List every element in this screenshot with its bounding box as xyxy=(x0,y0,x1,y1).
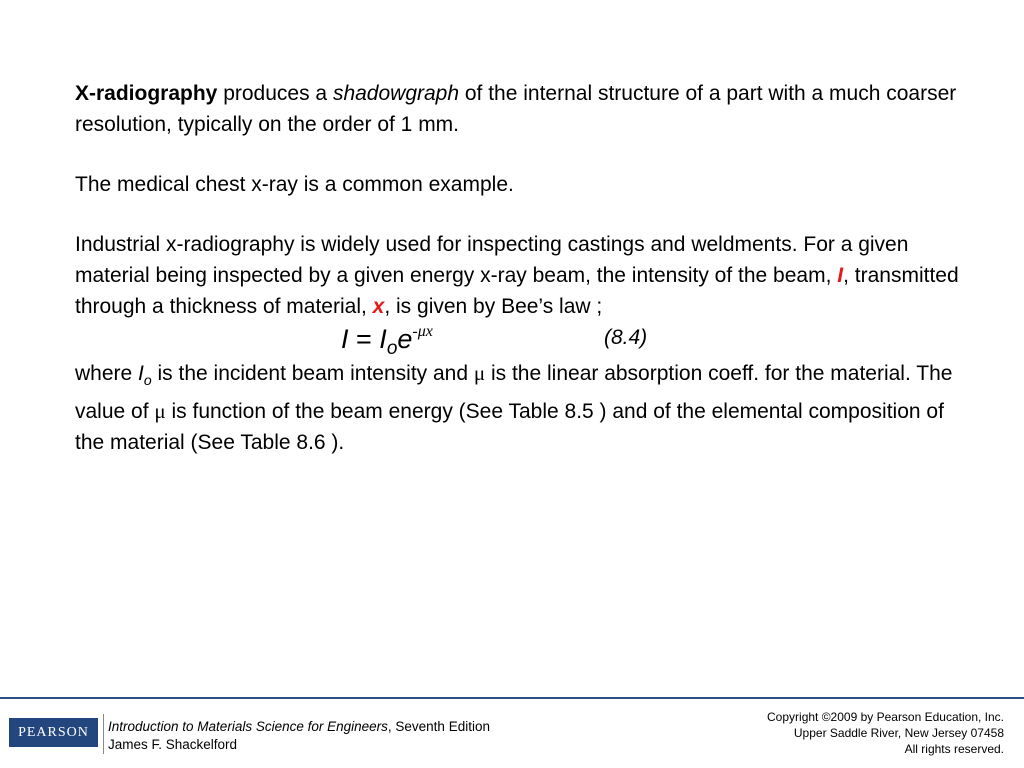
p4-text-d: is function of the beam energy (See Table 8.5 ) and of the elemental composition of the material (See Table 8.6 ). xyxy=(75,400,944,454)
eq-exponent: -μx xyxy=(412,323,433,340)
variable-intensity: I xyxy=(837,264,844,287)
p3-text-b: , transmitted through a thickness of material, xyxy=(75,264,959,318)
symbol-mu: μ xyxy=(473,361,486,385)
slide-body xyxy=(75,78,975,458)
eq-equals: = xyxy=(348,324,380,354)
p3-text-a: Industrial x-radiography is widely used for inspecting castings and weldments. For a given material being inspected by a given energy x-ray beam, the intensity of the beam, xyxy=(75,233,909,287)
spacer xyxy=(75,140,975,169)
copyright-notice xyxy=(767,709,1004,757)
equation-number: (8.4) xyxy=(604,326,648,349)
eq-lhs: I xyxy=(341,324,349,354)
p4-text-c: is the linear absorption coeff. for the material. The value of xyxy=(75,362,953,423)
copyright-line: Copyright ©2009 by Pearson Education, Inc. xyxy=(767,710,1004,724)
variable-thickness: x xyxy=(372,295,385,318)
io-letter: I xyxy=(138,362,144,385)
symbol-mu: μ xyxy=(154,399,166,423)
paragraph-xradiography xyxy=(75,78,975,140)
eq-base-sub: o xyxy=(386,338,398,359)
logo-separator xyxy=(103,714,104,754)
book-citation xyxy=(108,718,490,754)
p1-text-b: of the internal structure of a part with a much coarser resolution, typically on the order of 1 mm. xyxy=(75,82,957,136)
symbol-io xyxy=(138,362,152,388)
book-edition: , Seventh Edition xyxy=(387,719,490,734)
term-shadowgraph: shadowgraph xyxy=(332,82,460,105)
p4-text-b: is the incident beam intensity and xyxy=(151,362,474,385)
pearson-logo: PEARSON xyxy=(9,718,98,747)
p3-text-c: , is given by Bee’s law ; xyxy=(384,295,603,318)
copyright-line: Upper Saddle River, New Jersey 07458 xyxy=(793,726,1004,740)
book-author: James F. Shackelford xyxy=(108,737,238,752)
eq-base: I xyxy=(379,324,387,354)
term-xradiography: X-radiography xyxy=(75,82,218,105)
book-title: Introduction to Materials Science for Engineers xyxy=(108,719,388,734)
footer-divider xyxy=(0,697,1024,699)
eq-exp-base: e xyxy=(397,324,413,354)
p1-text-a: produces a xyxy=(217,82,333,105)
paragraph-where xyxy=(75,358,975,458)
paragraph-chest-xray: The medical chest x-ray is a common example. xyxy=(75,173,514,196)
equation-line xyxy=(75,322,975,358)
spacer xyxy=(75,200,975,229)
beer-law-equation xyxy=(341,316,433,364)
copyright-line: All rights reserved. xyxy=(904,742,1004,756)
io-sub: o xyxy=(143,372,152,388)
book-title-line xyxy=(108,718,490,736)
p4-text-a: where xyxy=(75,362,139,385)
paragraph-industrial xyxy=(75,229,975,322)
